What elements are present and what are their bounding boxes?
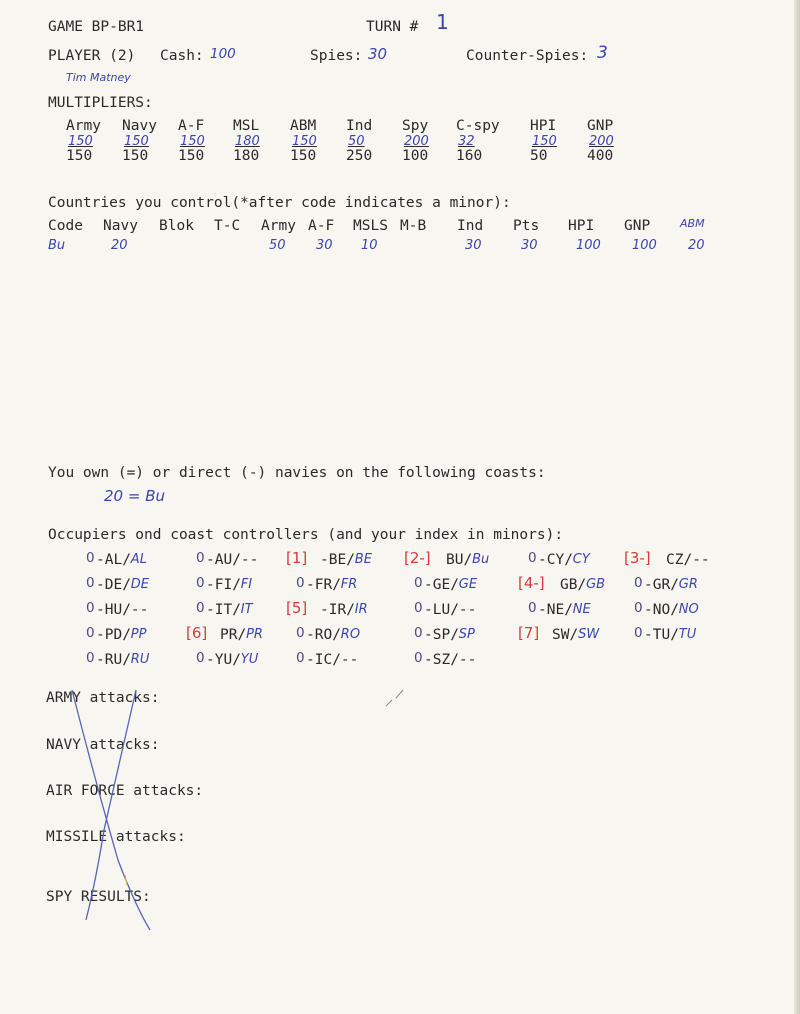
occupier-code: -BE/ [320, 552, 355, 568]
countries-cell: 30 [316, 238, 333, 253]
occupier-code: -DE/ [96, 577, 131, 593]
occupier-hand-code: PP [130, 627, 147, 642]
occupier-code: BU/ [446, 552, 473, 568]
occupier-zero: 0 [86, 600, 95, 616]
countries-cell: Bu [48, 238, 66, 253]
occupier-zero: 0 [196, 550, 205, 566]
multiplier-typed-value: 100 [402, 148, 429, 164]
countries-cell: 30 [521, 238, 538, 253]
occupier-hand-code: SP [458, 627, 475, 642]
occupier-code: -GE/ [424, 577, 459, 593]
multiplier-typed-value: 180 [233, 148, 260, 164]
countries-column-header: M-B [400, 218, 427, 234]
turn-value: 1 [436, 10, 449, 34]
multiplier-header: Army [66, 118, 101, 134]
occupier-hand-code: RO [340, 627, 361, 642]
multiplier-hand-value: 150 [68, 134, 93, 149]
counter-spies-label: Counter-Spies: [466, 48, 589, 64]
multiplier-typed-value: 250 [346, 148, 373, 164]
multiplier-typed-value: 150 [66, 148, 93, 164]
occupier-hand-code: TU [678, 627, 697, 642]
occupier-zero: 0 [196, 575, 205, 591]
occupier-zero: 0 [296, 625, 305, 641]
occupier-hand-code: GB [586, 577, 606, 592]
countries-cell: 20 [111, 238, 128, 253]
occupier-code: -LU/-- [424, 602, 477, 618]
countries-title: Countries you control(*after code indicates a minor): [48, 195, 511, 211]
occupier-code: -NO/ [644, 602, 679, 618]
occupier-code: -IT/ [206, 602, 241, 618]
occupier-hand-code: BE [354, 552, 372, 567]
countries-column-header: Navy [103, 218, 138, 234]
player-label: PLAYER (2) [48, 48, 136, 64]
multiplier-typed-value: 150 [178, 148, 205, 164]
multiplier-hand-value: 150 [292, 134, 317, 149]
army-attacks-label: ARMY attacks: [46, 690, 160, 706]
multiplier-typed-value: 150 [290, 148, 317, 164]
occupier-code: -GR/ [644, 577, 679, 593]
occupier-hand-code: IR [354, 602, 368, 617]
occupier-hand-code: FI [240, 577, 253, 592]
occupier-zero: 0 [528, 600, 537, 616]
multiplier-typed-value: 50 [530, 148, 548, 164]
countries-column-header: MSLS [353, 218, 388, 234]
spy-results-label: SPY RESULTS: [46, 889, 151, 905]
spies-label: Spies: [310, 48, 363, 64]
cash-label: Cash: [160, 48, 204, 64]
occupier-code: -HU/-- [96, 602, 149, 618]
occupier-hand-code: RU [130, 652, 150, 667]
countries-column-header: HPI [568, 218, 595, 234]
occupier-hand-code: PR [246, 627, 263, 642]
occupier-zero: 0 [414, 575, 423, 591]
countries-cell: 100 [632, 238, 657, 253]
occupier-code: -SP/ [424, 627, 459, 643]
multiplier-typed-value: 150 [122, 148, 149, 164]
occupier-hand-code: IT [240, 602, 253, 617]
multiplier-hand-value: 150 [124, 134, 149, 149]
occupier-index: [5] [286, 599, 308, 617]
occupier-zero: 0 [634, 575, 643, 591]
countries-column-header: GNP [624, 218, 651, 234]
occupier-zero: 0 [86, 575, 95, 591]
occupier-code: PR/ [220, 627, 247, 643]
multiplier-header: C-spy [456, 118, 500, 134]
occupier-zero: 0 [528, 550, 537, 566]
spies-value: 30 [368, 45, 388, 63]
occupier-zero: 0 [86, 550, 95, 566]
occupier-zero: 0 [414, 625, 423, 641]
countries-column-header: ABM [680, 217, 705, 230]
player-name-signature: Tim Matney [66, 71, 131, 84]
countries-column-header: Army [261, 218, 296, 234]
occupier-zero: 0 [414, 650, 423, 666]
multiplier-hand-value: 200 [589, 134, 614, 149]
occupier-code: CZ/-- [666, 552, 710, 568]
occupier-code: -FI/ [206, 577, 241, 593]
occupier-index: [2-] [404, 549, 431, 567]
navies-entry: 20 = Bu [104, 487, 165, 505]
cash-value: 100 [210, 46, 236, 62]
occupier-zero: 0 [634, 600, 643, 616]
occupier-hand-code: NE [572, 602, 591, 617]
occupier-zero: 0 [86, 625, 95, 641]
multiplier-hand-value: 200 [404, 134, 429, 149]
occupier-hand-code: AL [130, 552, 147, 567]
countries-column-header: A-F [308, 218, 335, 234]
occupier-code: -RO/ [306, 627, 341, 643]
countries-column-header: T-C [214, 218, 241, 234]
occupier-code: -AU/-- [206, 552, 259, 568]
countries-column-header: Ind [457, 218, 484, 234]
occupier-code: -SZ/-- [424, 652, 477, 668]
multiplier-hand-value: 150 [180, 134, 205, 149]
multiplier-hand-value: 180 [235, 134, 260, 149]
multiplier-typed-value: 400 [587, 148, 614, 164]
occupier-code: -RU/ [96, 652, 131, 668]
occupier-index: [3-] [624, 549, 651, 567]
game-label: GAME BP-BR1 [48, 19, 145, 35]
occupier-code: -YU/ [206, 652, 241, 668]
multiplier-header: A-F [178, 118, 205, 134]
multiplier-header: HPI [530, 118, 557, 134]
occupier-hand-code: SW [578, 627, 600, 642]
countries-cell: 10 [361, 238, 378, 253]
multiplier-hand-value: 50 [348, 134, 365, 149]
occupier-code: -CY/ [538, 552, 573, 568]
occupier-index: [4-] [518, 574, 545, 592]
occupier-hand-code: CY [572, 552, 590, 567]
multipliers-title: MULTIPLIERS: [48, 95, 153, 111]
multiplier-header: Ind [346, 118, 373, 134]
multiplier-header: GNP [587, 118, 614, 134]
occupier-zero: 0 [634, 625, 643, 641]
occupier-hand-code: YU [240, 652, 259, 667]
occupier-zero: 0 [196, 650, 205, 666]
multiplier-header: ABM [290, 118, 317, 134]
occupier-code: -IC/-- [306, 652, 359, 668]
occupier-hand-code: GR [678, 577, 698, 592]
occupier-zero: 0 [414, 600, 423, 616]
navy-attacks-label: NAVY attacks: [46, 737, 160, 753]
occupier-code: GB/ [560, 577, 587, 593]
occupier-hand-code: FR [340, 577, 358, 592]
occupier-code: -NE/ [538, 602, 573, 618]
occupier-zero: 0 [86, 650, 95, 666]
occupiers-title: Occupiers ond coast controllers (and your index in minors): [48, 527, 564, 543]
occupier-code: -IR/ [320, 602, 355, 618]
missile-attacks-label: MISSILE attacks: [46, 829, 186, 845]
countries-column-header: Blok [159, 218, 194, 234]
multiplier-header: Spy [402, 118, 429, 134]
countries-column-header: Pts [513, 218, 540, 234]
countries-column-header: Code [48, 218, 83, 234]
multiplier-hand-value: 32 [458, 134, 475, 149]
countries-cell: 100 [576, 238, 601, 253]
occupier-index: [1] [286, 549, 308, 567]
occupier-zero: 0 [296, 650, 305, 666]
occupier-hand-code: NO [678, 602, 699, 617]
occupier-code: -AL/ [96, 552, 131, 568]
occupier-zero: 0 [196, 600, 205, 616]
occupier-zero: 0 [296, 575, 305, 591]
multiplier-header: MSL [233, 118, 260, 134]
countries-cell: 20 [688, 238, 705, 253]
countries-cell: 30 [465, 238, 482, 253]
occupier-hand-code: Bu [472, 552, 490, 567]
multiplier-typed-value: 160 [456, 148, 483, 164]
multiplier-hand-value: 150 [532, 134, 557, 149]
occupier-hand-code: DE [130, 577, 150, 592]
occupier-hand-code: GE [458, 577, 478, 592]
occupier-code: SW/ [552, 627, 579, 643]
occupier-index: [7] [518, 624, 540, 642]
multiplier-header: Navy [122, 118, 157, 134]
occupier-index: [6] [186, 624, 208, 642]
countries-cell: 50 [269, 238, 286, 253]
turn-label: TURN # [366, 19, 419, 35]
navies-title: You own (=) or direct (-) navies on the following coasts: [48, 465, 546, 481]
air-force-attacks-label: AIR FORCE attacks: [46, 783, 204, 799]
occupier-code: -PD/ [96, 627, 131, 643]
occupier-code: -FR/ [306, 577, 341, 593]
counter-spies-value: 3 [597, 43, 608, 63]
occupier-code: -TU/ [644, 627, 679, 643]
